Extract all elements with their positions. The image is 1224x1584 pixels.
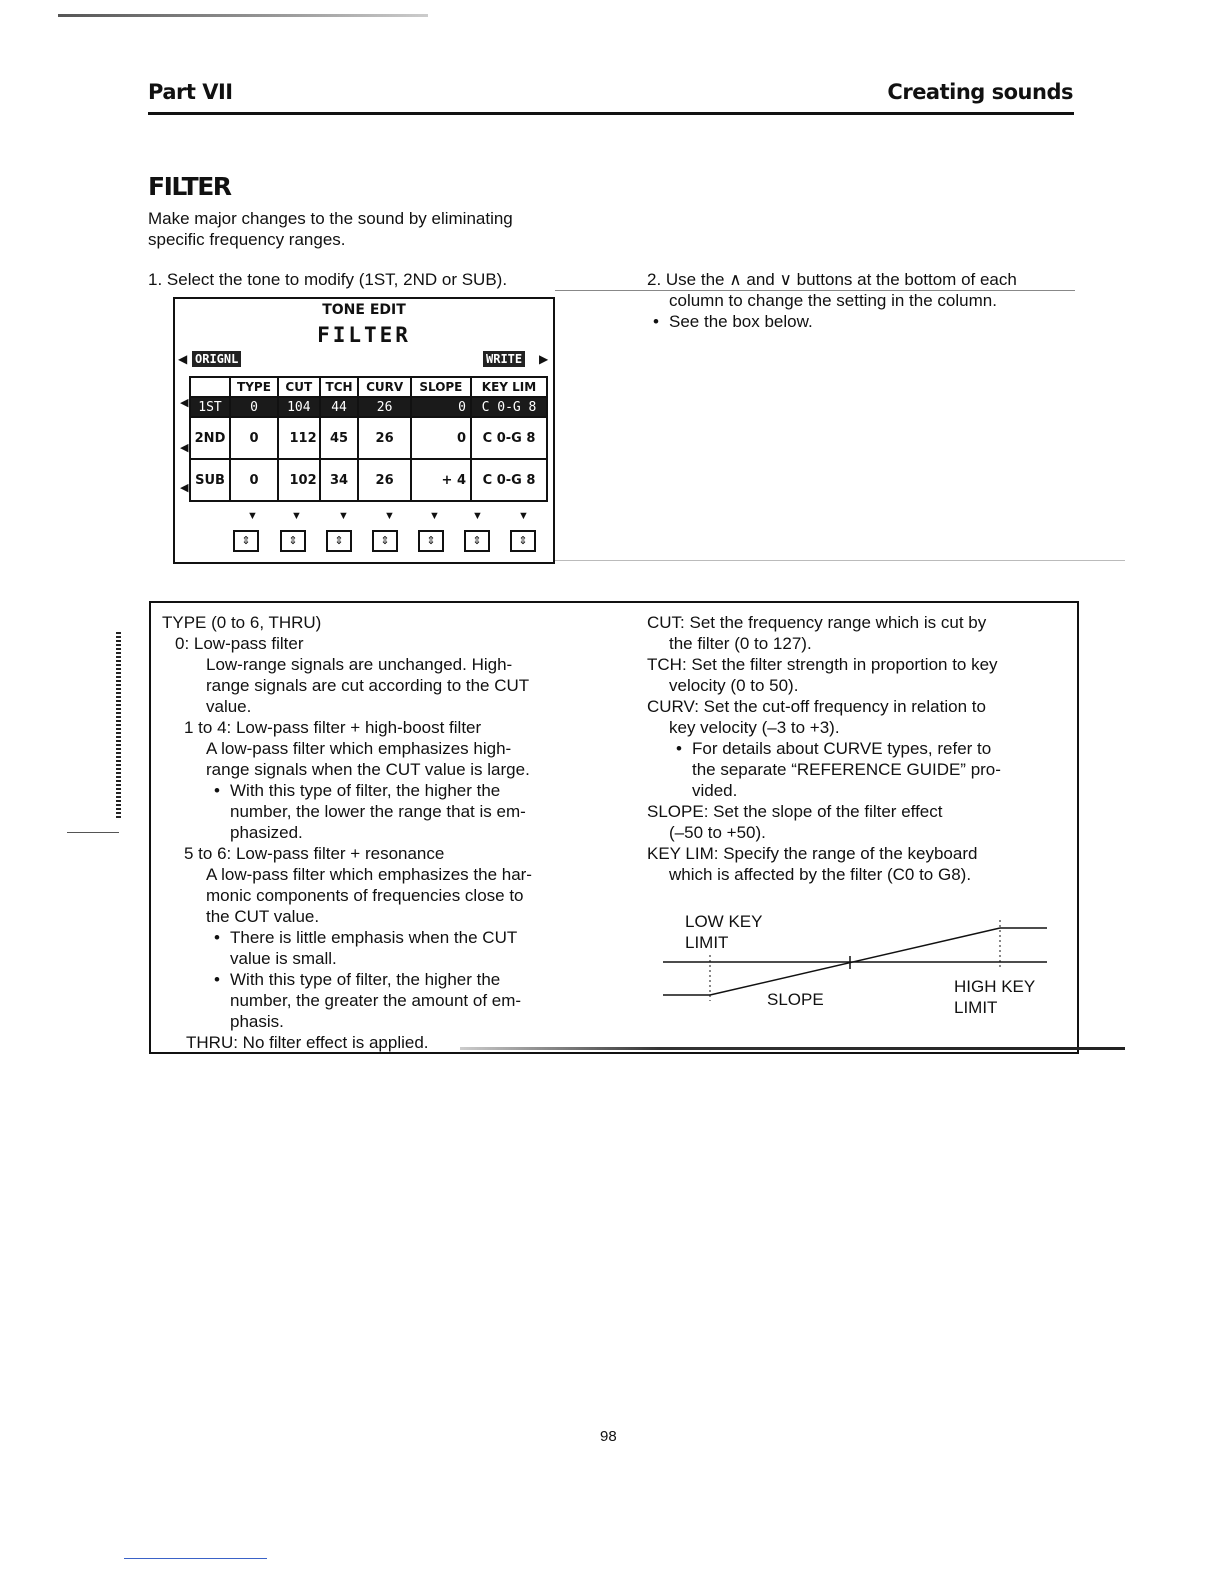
curv-bullet: vided.	[692, 781, 738, 800]
curv-desc: key velocity (–3 to +3).	[669, 718, 840, 737]
curv-updown-button[interactable]: ⇕	[372, 530, 398, 552]
page-number: 98	[600, 1428, 617, 1445]
row-2nd-cursor-icon: ◀	[180, 442, 189, 454]
cell-tch: 44	[320, 397, 359, 417]
row-label: 1ST	[190, 397, 230, 417]
curv-bullet: • For details about CURVE types, refer to	[692, 738, 1067, 759]
cell-cut: 102	[278, 459, 320, 501]
type-1-4-bullet: • With this type of filter, the higher the	[230, 780, 582, 801]
type-5-6-bullet: • With this type of filter, the higher the	[230, 969, 582, 990]
keylim-desc: which is affected by the filter (C0 to G8).	[669, 865, 972, 884]
keylim-low-updown-button[interactable]: ⇕	[464, 530, 490, 552]
cell-tch: 34	[320, 459, 359, 501]
keylim-desc: KEY LIM: Specify the range of the keyboard	[647, 844, 978, 863]
box-right-text	[647, 612, 1067, 885]
step-2-line-1: 2. Use the ∧ and ∨ buttons at the bottom of each	[647, 270, 1017, 289]
row-sub-cursor-icon: ◀	[180, 482, 189, 494]
table-row-2nd[interactable]	[190, 417, 547, 459]
row-1st-cursor-icon: ◀	[180, 397, 189, 409]
cell-type: 0	[230, 417, 278, 459]
tch-desc: TCH: Set the filter strength in proportion to key	[647, 655, 998, 674]
diagram-low-key-label: LOW KEY	[685, 912, 763, 931]
tch-updown-button[interactable]: ⇕	[326, 530, 352, 552]
type-0-desc: range signals are cut according to the CUT	[206, 676, 530, 695]
col-marker-keylim-low-icon: ▼	[472, 510, 483, 522]
step-2-bullet: • See the box below.	[669, 311, 1224, 332]
column-header-keylim: KEY LIM	[471, 377, 547, 397]
cell-cut: 112	[278, 417, 320, 459]
intro-line-1: Make major changes to the sound by eliminating	[148, 209, 513, 228]
type-1-4-label: 1 to 4: Low-pass filter + high-boost filter	[184, 718, 482, 737]
column-header-slope: SLOPE	[411, 377, 471, 397]
type-0-desc: value.	[206, 697, 252, 716]
row-label: SUB	[190, 459, 230, 501]
lcd-right-arrow-icon: ▶	[539, 352, 549, 366]
header-section: Creating sounds	[887, 80, 1073, 104]
cell-tch: 45	[320, 417, 359, 459]
type-5-6-desc: A low-pass filter which emphasizes the har-	[206, 865, 532, 884]
filter-parameter-table	[189, 376, 548, 502]
type-5-6-bullet: number, the greater the amount of em-	[230, 991, 522, 1010]
cell-keylim: C 0-G 8	[471, 459, 547, 501]
type-0-desc: Low-range signals are unchanged. High-	[206, 655, 513, 674]
write-button[interactable]: WRITE	[483, 351, 525, 367]
curv-bullet: the separate “REFERENCE GUIDE” pro-	[692, 760, 1001, 779]
row-label: 2ND	[190, 417, 230, 459]
type-1-4-bullet: phasized.	[230, 823, 303, 842]
type-heading: TYPE (0 to 6, THRU)	[162, 613, 322, 632]
col-marker-type-icon: ▼	[247, 510, 258, 522]
type-updown-button[interactable]: ⇕	[233, 530, 259, 552]
slope-updown-button[interactable]: ⇕	[418, 530, 444, 552]
scan-artifact-box-edge	[460, 1047, 1125, 1050]
tch-desc: velocity (0 to 50).	[669, 676, 799, 695]
table-row-1st[interactable]	[190, 397, 547, 417]
type-5-6-bullet: • There is little emphasis when the CUT	[230, 927, 582, 948]
cell-keylim: C 0-G 8	[471, 417, 547, 459]
cut-updown-button[interactable]: ⇕	[280, 530, 306, 552]
cell-slope: + 4	[411, 459, 471, 501]
diagram-slope-label: SLOPE	[767, 990, 824, 1009]
cell-curv: 26	[358, 417, 410, 459]
type-5-6-bullet: phasis.	[230, 1012, 284, 1031]
cell-curv: 26	[358, 397, 410, 417]
diagram-low-key-label: LIMIT	[685, 933, 729, 952]
column-header-curv: CURV	[358, 377, 410, 397]
type-5-6-bullet: value is small.	[230, 949, 337, 968]
lcd-left-arrow-icon: ◀	[178, 352, 188, 366]
footer-rule	[124, 1558, 267, 1559]
step-1: 1. Select the tone to modify (1ST, 2ND or SUB).	[148, 270, 508, 289]
cell-slope: 0	[411, 397, 471, 417]
type-5-6-desc: the CUT value.	[206, 907, 320, 926]
thru-label: THRU: No filter effect is applied.	[186, 1033, 429, 1052]
column-header-blank	[190, 377, 230, 397]
page-title: FILTER	[148, 172, 231, 201]
cut-desc: CUT: Set the frequency range which is cut by	[647, 613, 987, 632]
column-header-tch: TCH	[320, 377, 359, 397]
diagram-high-key-label: LIMIT	[954, 998, 998, 1017]
type-1-4-desc: range signals when the CUT value is large.	[206, 760, 530, 779]
diagram-high-key-label: HIGH KEY	[954, 977, 1036, 996]
lcd-header: TONE EDIT	[322, 302, 406, 318]
curv-desc: CURV: Set the cut-off frequency in relation to	[647, 697, 986, 716]
keylim-high-updown-button[interactable]: ⇕	[510, 530, 536, 552]
col-marker-cut-icon: ▼	[291, 510, 302, 522]
cell-keylim: C 0-G 8	[471, 397, 547, 417]
type-0-label: 0: Low-pass filter	[175, 634, 304, 653]
cell-slope: 0	[411, 417, 471, 459]
slope-desc: SLOPE: Set the slope of the filter effect	[647, 802, 943, 821]
column-header-cut: CUT	[278, 377, 320, 397]
cell-type: 0	[230, 397, 278, 417]
cell-type: 0	[230, 459, 278, 501]
column-header-type: TYPE	[230, 377, 278, 397]
cell-cut: 104	[278, 397, 320, 417]
cut-desc: the filter (0 to 127).	[669, 634, 812, 653]
table-row-sub[interactable]	[190, 459, 547, 501]
margin-rule	[67, 832, 119, 833]
header-part: Part VII	[148, 80, 233, 104]
type-1-4-desc: A low-pass filter which emphasizes high-	[206, 739, 512, 758]
step-2-line-2: column to change the setting in the column.	[669, 291, 997, 310]
type-5-6-label: 5 to 6: Low-pass filter + resonance	[184, 844, 445, 863]
col-marker-keylim-high-icon: ▼	[518, 510, 529, 522]
header-rule	[148, 112, 1074, 115]
box-left-text	[162, 612, 582, 1053]
step-divider-bottom	[555, 560, 1125, 561]
type-1-4-bullet: number, the lower the range that is em-	[230, 802, 526, 821]
margin-scan-artifact	[116, 632, 121, 818]
lcd-title: FILTER	[317, 323, 411, 347]
intro-line-2: specific frequency ranges.	[148, 230, 346, 249]
type-5-6-desc: monic components of frequencies close to	[206, 886, 524, 905]
cell-curv: 26	[358, 459, 410, 501]
col-marker-slope-icon: ▼	[429, 510, 440, 522]
col-marker-tch-icon: ▼	[338, 510, 349, 522]
col-marker-curv-icon: ▼	[384, 510, 395, 522]
orignl-button[interactable]: ORIGNL	[192, 351, 241, 367]
scan-artifact-line	[58, 14, 428, 17]
step-divider	[555, 290, 1075, 291]
slope-desc: (–50 to +50).	[669, 823, 766, 842]
